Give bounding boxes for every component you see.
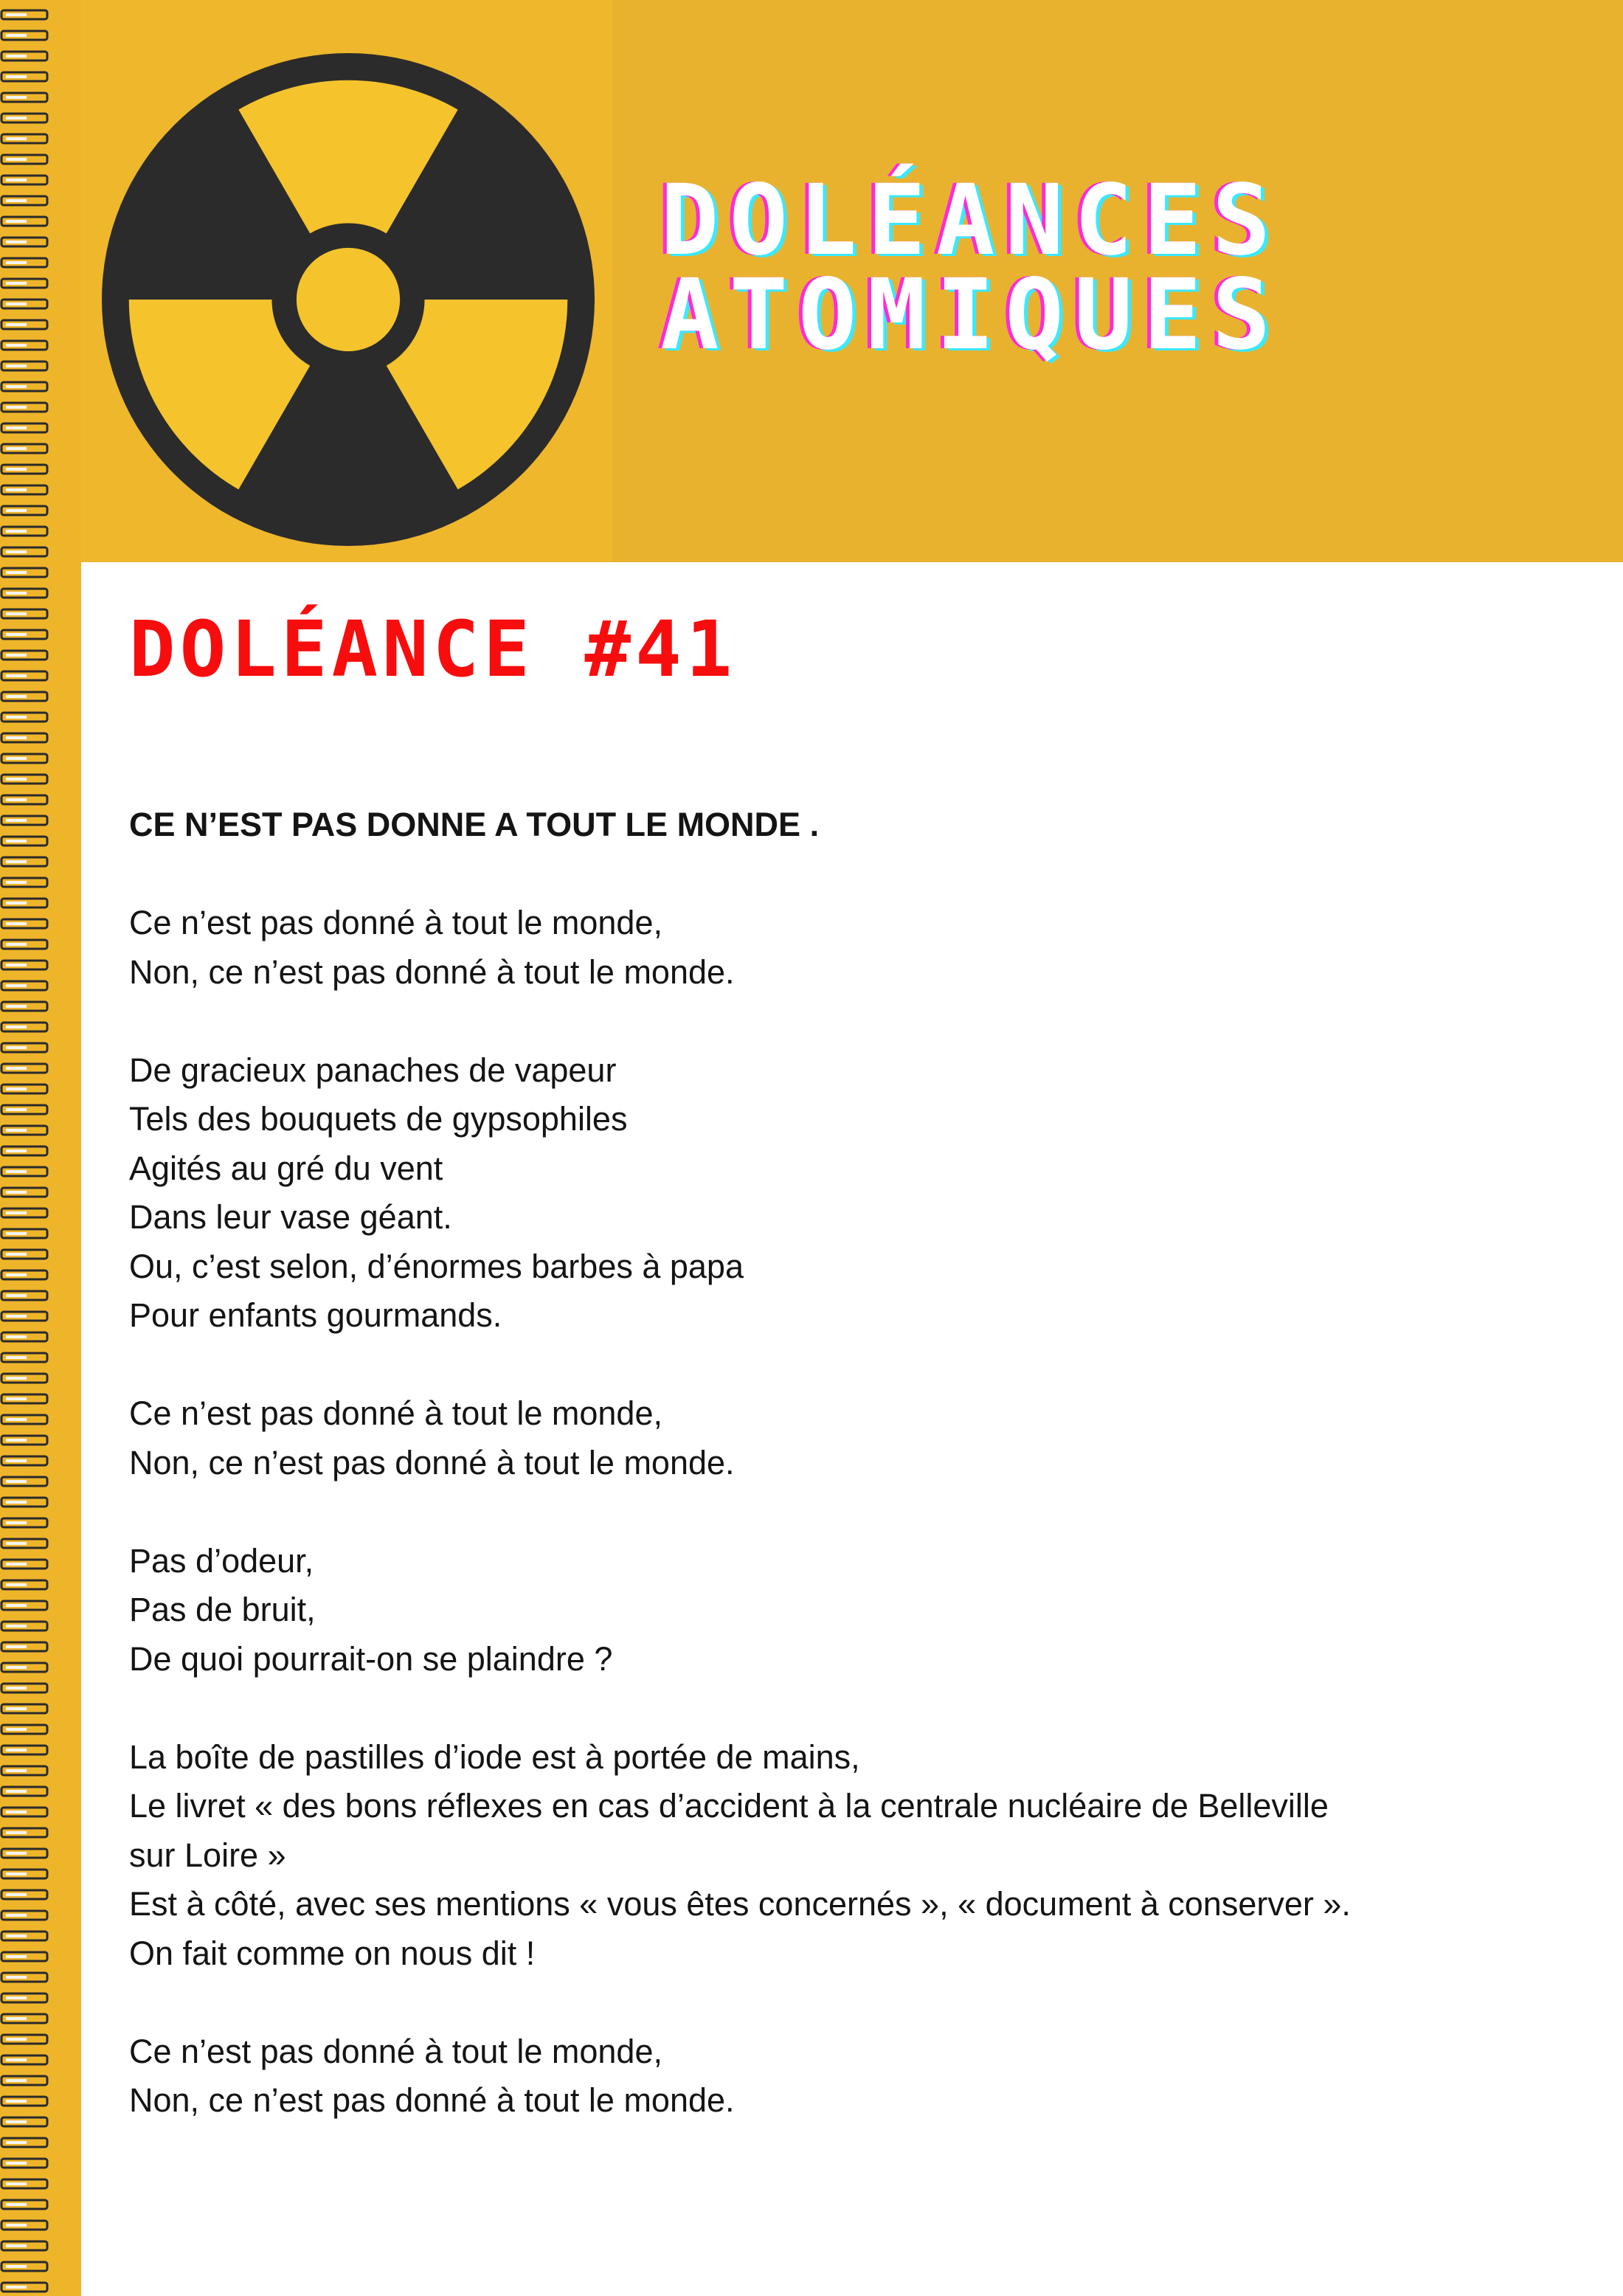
poem-line: De gracieux panaches de vapeur <box>129 1051 617 1089</box>
site-title-line2: ATOMIQUES <box>660 258 1281 372</box>
poem-line: Tels des bouquets de gypsophiles <box>129 1100 628 1138</box>
poem-stanza <box>129 1046 1575 1341</box>
poem-line: Agités au gré du vent <box>129 1149 443 1187</box>
spiral-binding-icon <box>0 0 52 2296</box>
poem-heading: CE N’EST PAS DONNE A TOUT LE MONDE . <box>129 806 820 843</box>
poem-line: Pas de bruit, <box>129 1591 316 1628</box>
poem-line: Dans leur vase géant. <box>129 1198 452 1236</box>
radiation-icon <box>102 53 595 546</box>
poem-stanza <box>129 1389 1575 1487</box>
poem-line: Ce n’est pas donné à tout le monde, <box>129 1394 662 1432</box>
site-title-line1: DOLÉANCES <box>660 164 1281 277</box>
poem-stanza <box>129 1733 1575 1979</box>
poem-stanza <box>129 1537 1575 1684</box>
poem-stanzas <box>129 899 1575 2126</box>
poem-line: On fait comme on nous dit ! <box>129 1934 536 1972</box>
poem-stanza <box>129 899 1575 997</box>
poem-line: Non, ce n’est pas donné à tout le monde. <box>129 2081 735 2119</box>
poem-line: Le livret « des bons réflexes en cas d’accident à la centrale nucléaire de Belleville <box>129 1787 1329 1825</box>
poem-line: Ce n’est pas donné à tout le monde, <box>129 904 662 941</box>
poem-line: Non, ce n’est pas donné à tout le monde. <box>129 1443 735 1481</box>
complaint-title: DOLÉANCE #41 <box>129 604 737 694</box>
poem-line: Est à côté, avec ses mentions « vous êtes concernés », « document à conserver ». <box>129 1885 1351 1923</box>
poem-line: Ce n’est pas donné à tout le monde, <box>129 2032 662 2070</box>
poem-line: La boîte de pastilles d’iode est à portée de mains, <box>129 1737 860 1776</box>
poem <box>129 801 1575 2174</box>
poem-line: Ou, c’est selon, d’énormes barbes à papa <box>129 1247 744 1285</box>
poem-line: De quoi pourrait-on se plaindre ? <box>129 1639 613 1678</box>
poem-line: Pour enfants gourmands. <box>129 1296 502 1334</box>
poem-line: Non, ce n’est pas donné à tout le monde. <box>129 952 735 991</box>
poem-line: Pas d’odeur, <box>129 1541 314 1580</box>
poem-stanza <box>129 2027 1575 2126</box>
site-title <box>660 164 1590 372</box>
poem-line: sur Loire » <box>129 1836 286 1874</box>
binding-strip <box>0 0 81 2296</box>
